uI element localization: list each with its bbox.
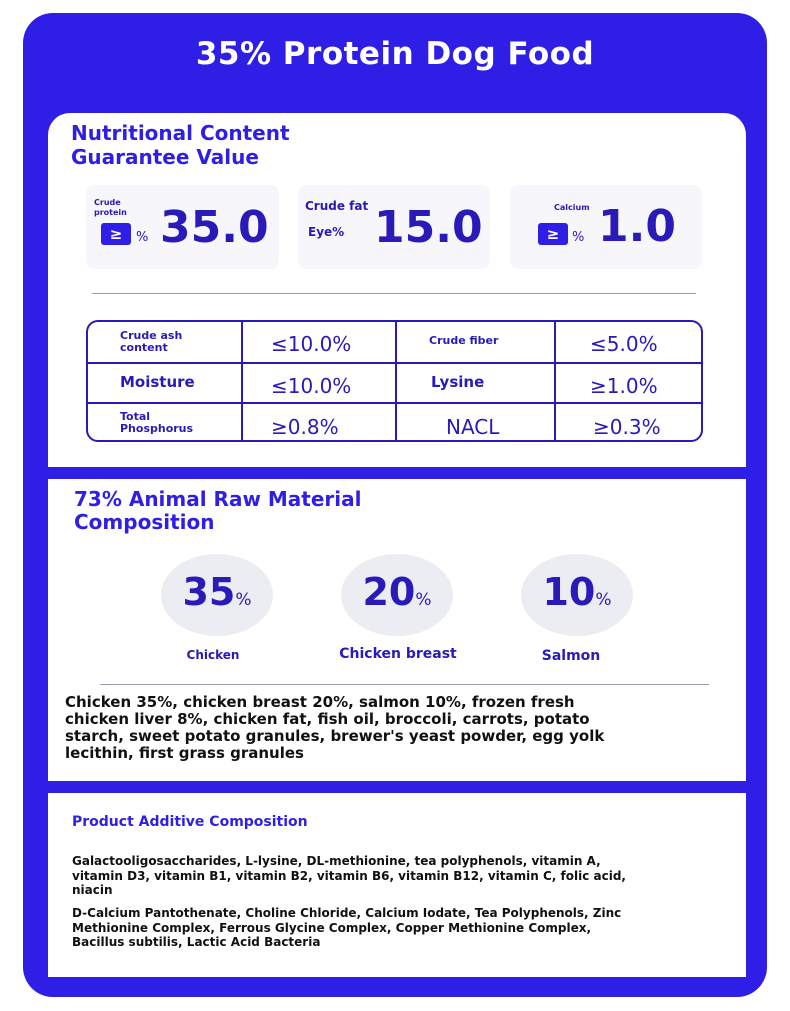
table-cell-label: NACL	[446, 415, 500, 439]
table-grid-line	[395, 322, 397, 440]
raw-material-heading-line1: 73% Animal Raw Material	[74, 487, 362, 511]
table-grid-line	[88, 362, 701, 364]
ingredients-text: Chicken 35%, chicken breast 20%, salmon 10%, frozen fresh chicken liver 8%, chicken fat, fish oil, broccoli, carrots, potato starch, sweet potato granules, brewer's yeast powder, egg yolk lecithin, first grass granules	[65, 693, 605, 762]
divider	[100, 684, 709, 685]
table-cell-label	[120, 330, 182, 354]
table-cell-value: ≤10.0%	[271, 374, 352, 398]
additives-text-1: Galactooligosaccharides, L-lysine, DL-methionine, tea polyphenols, vitamin A, vitamin D3, vitamin B1, vitamin B2, vitamin B6, vitamin B12, vitamin C, folic acid, niacin	[72, 854, 626, 897]
percent-circle-chicken	[161, 554, 273, 636]
circle-label: Salmon	[541, 648, 601, 664]
percent-value: 35%	[182, 570, 252, 614]
stat-label-line1: Crude	[94, 198, 121, 207]
percent-value: 10%	[542, 570, 612, 614]
table-cell-label: Crude fiber	[429, 334, 499, 347]
stat-label: Crude fat	[305, 199, 369, 213]
table-cell-value: ≥0.3%	[593, 415, 661, 439]
stat-card-crude-fat	[298, 185, 490, 269]
nutrition-heading-line1: Nutritional Content	[71, 121, 290, 145]
table-cell-value: ≥1.0%	[590, 374, 658, 398]
stat-card-calcium	[510, 185, 702, 269]
stat-value: 1.0	[598, 201, 676, 252]
table-grid-line	[554, 322, 556, 440]
table-cell-label-line1: Crude ash	[120, 329, 183, 342]
table-cell-label-line2: Phosphorus	[120, 422, 194, 435]
page-title: 35% Protein Dog Food	[195, 36, 595, 72]
circle-label: Chicken breast	[339, 646, 457, 662]
raw-material-heading-line2: Composition	[74, 510, 215, 534]
table-cell-label-line1: Total	[120, 410, 151, 423]
stat-value: 35.0	[160, 202, 269, 253]
table-grid-line	[88, 402, 701, 404]
table-cell-value: ≥0.8%	[271, 415, 339, 439]
percent-circle-chicken-breast	[341, 554, 453, 636]
additives-text-2: D-Calcium Pantothenate, Choline Chloride, Calcium Iodate, Tea Polyphenols, Zinc Methionine Complex, Ferrous Glycine Complex, Copper Methionine Complex, Bacillus subtilis, Lactic Acid Bacteria	[72, 906, 622, 949]
stat-unit: %	[572, 230, 585, 245]
table-grid-line	[241, 322, 243, 440]
stat-unit: %	[136, 230, 149, 245]
table-cell-label	[120, 411, 193, 435]
stat-card-crude-protein	[86, 185, 279, 269]
stat-label: Calcium	[554, 203, 590, 212]
additives-heading: Product Additive Composition	[72, 814, 308, 830]
percent-circle-salmon	[521, 554, 633, 636]
table-cell-value: ≤5.0%	[590, 332, 658, 356]
nutrition-heading-line2: Guarantee Value	[71, 145, 259, 169]
greater-equal-icon: ≥	[101, 223, 131, 245]
stat-sub-label: Eye%	[308, 225, 345, 239]
stat-value: 15.0	[374, 202, 483, 253]
divider	[92, 293, 696, 294]
greater-equal-icon: ≥	[538, 223, 568, 245]
stat-label-line2: protein	[94, 208, 127, 217]
percent-value: 20%	[362, 570, 432, 614]
table-cell-label-line2: content	[120, 341, 168, 354]
table-cell-label: Moisture	[120, 373, 195, 391]
table-cell-value: ≤10.0%	[271, 332, 352, 356]
table-cell-label: Lysine	[431, 373, 485, 391]
circle-label: Chicken	[186, 648, 240, 662]
nutrition-table	[86, 320, 703, 442]
